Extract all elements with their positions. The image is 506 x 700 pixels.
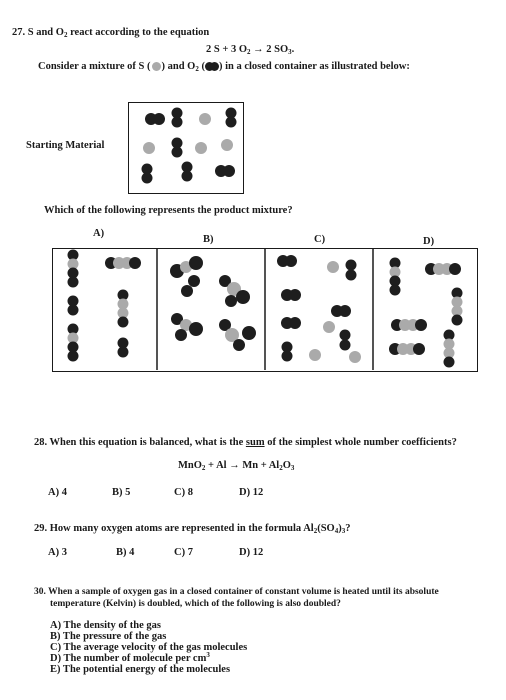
q29-answer-b[interactable]: B) 4 bbox=[116, 547, 135, 558]
q27-prompt bbox=[12, 27, 209, 39]
q28-answer-d[interactable]: D) 12 bbox=[239, 487, 264, 498]
q28-eq2-sub: 2 bbox=[279, 464, 283, 472]
q27-eq-arrow: → 2 SO bbox=[250, 44, 289, 55]
q28-answer-a[interactable]: A) 4 bbox=[48, 487, 67, 498]
q29-prompt-d: ? bbox=[345, 523, 351, 534]
q28-eq1: MnO bbox=[178, 460, 202, 471]
q28-prompt-b: of the simplest whole number coefficients? bbox=[264, 437, 457, 448]
sulfur-atom-icon bbox=[152, 62, 161, 71]
q27-consider-c: ( bbox=[198, 61, 205, 72]
q28-eq3-sub: 3 bbox=[290, 464, 295, 472]
q29-prompt-a: 29. How many oxygen atoms are represented in the formula Al bbox=[34, 523, 314, 534]
option-d-label[interactable]: D) bbox=[423, 236, 435, 247]
q30-answer-d-text: D) The number of molecule per cm bbox=[50, 653, 207, 664]
q28-equation bbox=[178, 460, 294, 472]
q30-answer-e[interactable]: E) The potential energy of the molecules bbox=[50, 664, 231, 675]
q27-eq-left: 2 S + 3 O bbox=[206, 44, 247, 55]
option-c-label[interactable]: C) bbox=[314, 234, 326, 245]
q27-which: Which of the following represents the product mixture? bbox=[44, 205, 293, 216]
q27-consider-sub: 2 bbox=[195, 65, 199, 73]
q29-sub2: 2 bbox=[313, 527, 318, 535]
q29-answer-c[interactable]: C) 7 bbox=[174, 547, 193, 558]
q28-sum-word: sum bbox=[245, 437, 265, 448]
q29-sub3: 3 bbox=[341, 527, 346, 535]
q28-answer-c[interactable]: C) 8 bbox=[174, 487, 193, 498]
q28-prompt bbox=[34, 437, 457, 449]
starting-material-box bbox=[128, 102, 244, 194]
q27-eq-sub2: 2 bbox=[247, 48, 251, 56]
q27-eq-end: . bbox=[291, 44, 295, 55]
q27-eq-sub3: 3 bbox=[288, 48, 292, 56]
q27-prompt-b: react according to the equation bbox=[67, 27, 210, 38]
q29-sub4: 4 bbox=[334, 527, 339, 535]
q30-answer-c[interactable]: C) The average velocity of the gas molecules bbox=[50, 642, 248, 653]
q30-answer-a[interactable]: A) The density of the gas bbox=[50, 620, 161, 631]
q28-prompt-a: 28. When this equation is balanced, what is the bbox=[34, 437, 246, 448]
starting-material-label: Starting Material bbox=[26, 140, 105, 151]
q29-answer-d[interactable]: D) 12 bbox=[239, 547, 264, 558]
q30-answer-d-sup: 3 bbox=[206, 651, 210, 659]
q27-consider-b: ) and O bbox=[161, 61, 196, 72]
q28-answer-b[interactable]: B) 5 bbox=[112, 487, 131, 498]
q27-prompt-sub: 2 bbox=[63, 31, 68, 39]
option-a-label[interactable]: A) bbox=[93, 228, 105, 239]
q27-consider-d: ) in a closed container as illustrated below: bbox=[218, 61, 410, 72]
q27-equation bbox=[206, 44, 294, 56]
answer-panel bbox=[52, 248, 478, 372]
q30-answer-b[interactable]: B) The pressure of the gas bbox=[50, 631, 167, 642]
q27-consider-a: Consider a mixture of S ( bbox=[38, 61, 151, 72]
oxygen-molecule-icon bbox=[205, 62, 219, 71]
q30-prompt-line1: 30. When a sample of oxygen gas in a closed container of constant volume is heated until its absolute bbox=[34, 587, 439, 597]
q27-consider bbox=[38, 61, 410, 73]
q30-prompt-line2: temperature (Kelvin) is doubled, which of the following is also doubled? bbox=[50, 599, 341, 609]
q28-eq2: + Al → Mn + Al bbox=[205, 460, 280, 471]
q29-prompt-c: ) bbox=[338, 523, 342, 534]
q29-answer-a[interactable]: A) 3 bbox=[48, 547, 67, 558]
option-b-label[interactable]: B) bbox=[203, 234, 214, 245]
q27-prompt-a: 27. S and O bbox=[12, 27, 64, 38]
q28-eq1-sub: 2 bbox=[201, 464, 206, 472]
q29-prompt bbox=[34, 523, 350, 535]
answer-panel-drawing bbox=[53, 249, 476, 370]
starting-material-drawing bbox=[129, 103, 242, 192]
q28-eq3: O bbox=[282, 460, 291, 471]
q29-prompt-b: (SO bbox=[317, 523, 335, 534]
